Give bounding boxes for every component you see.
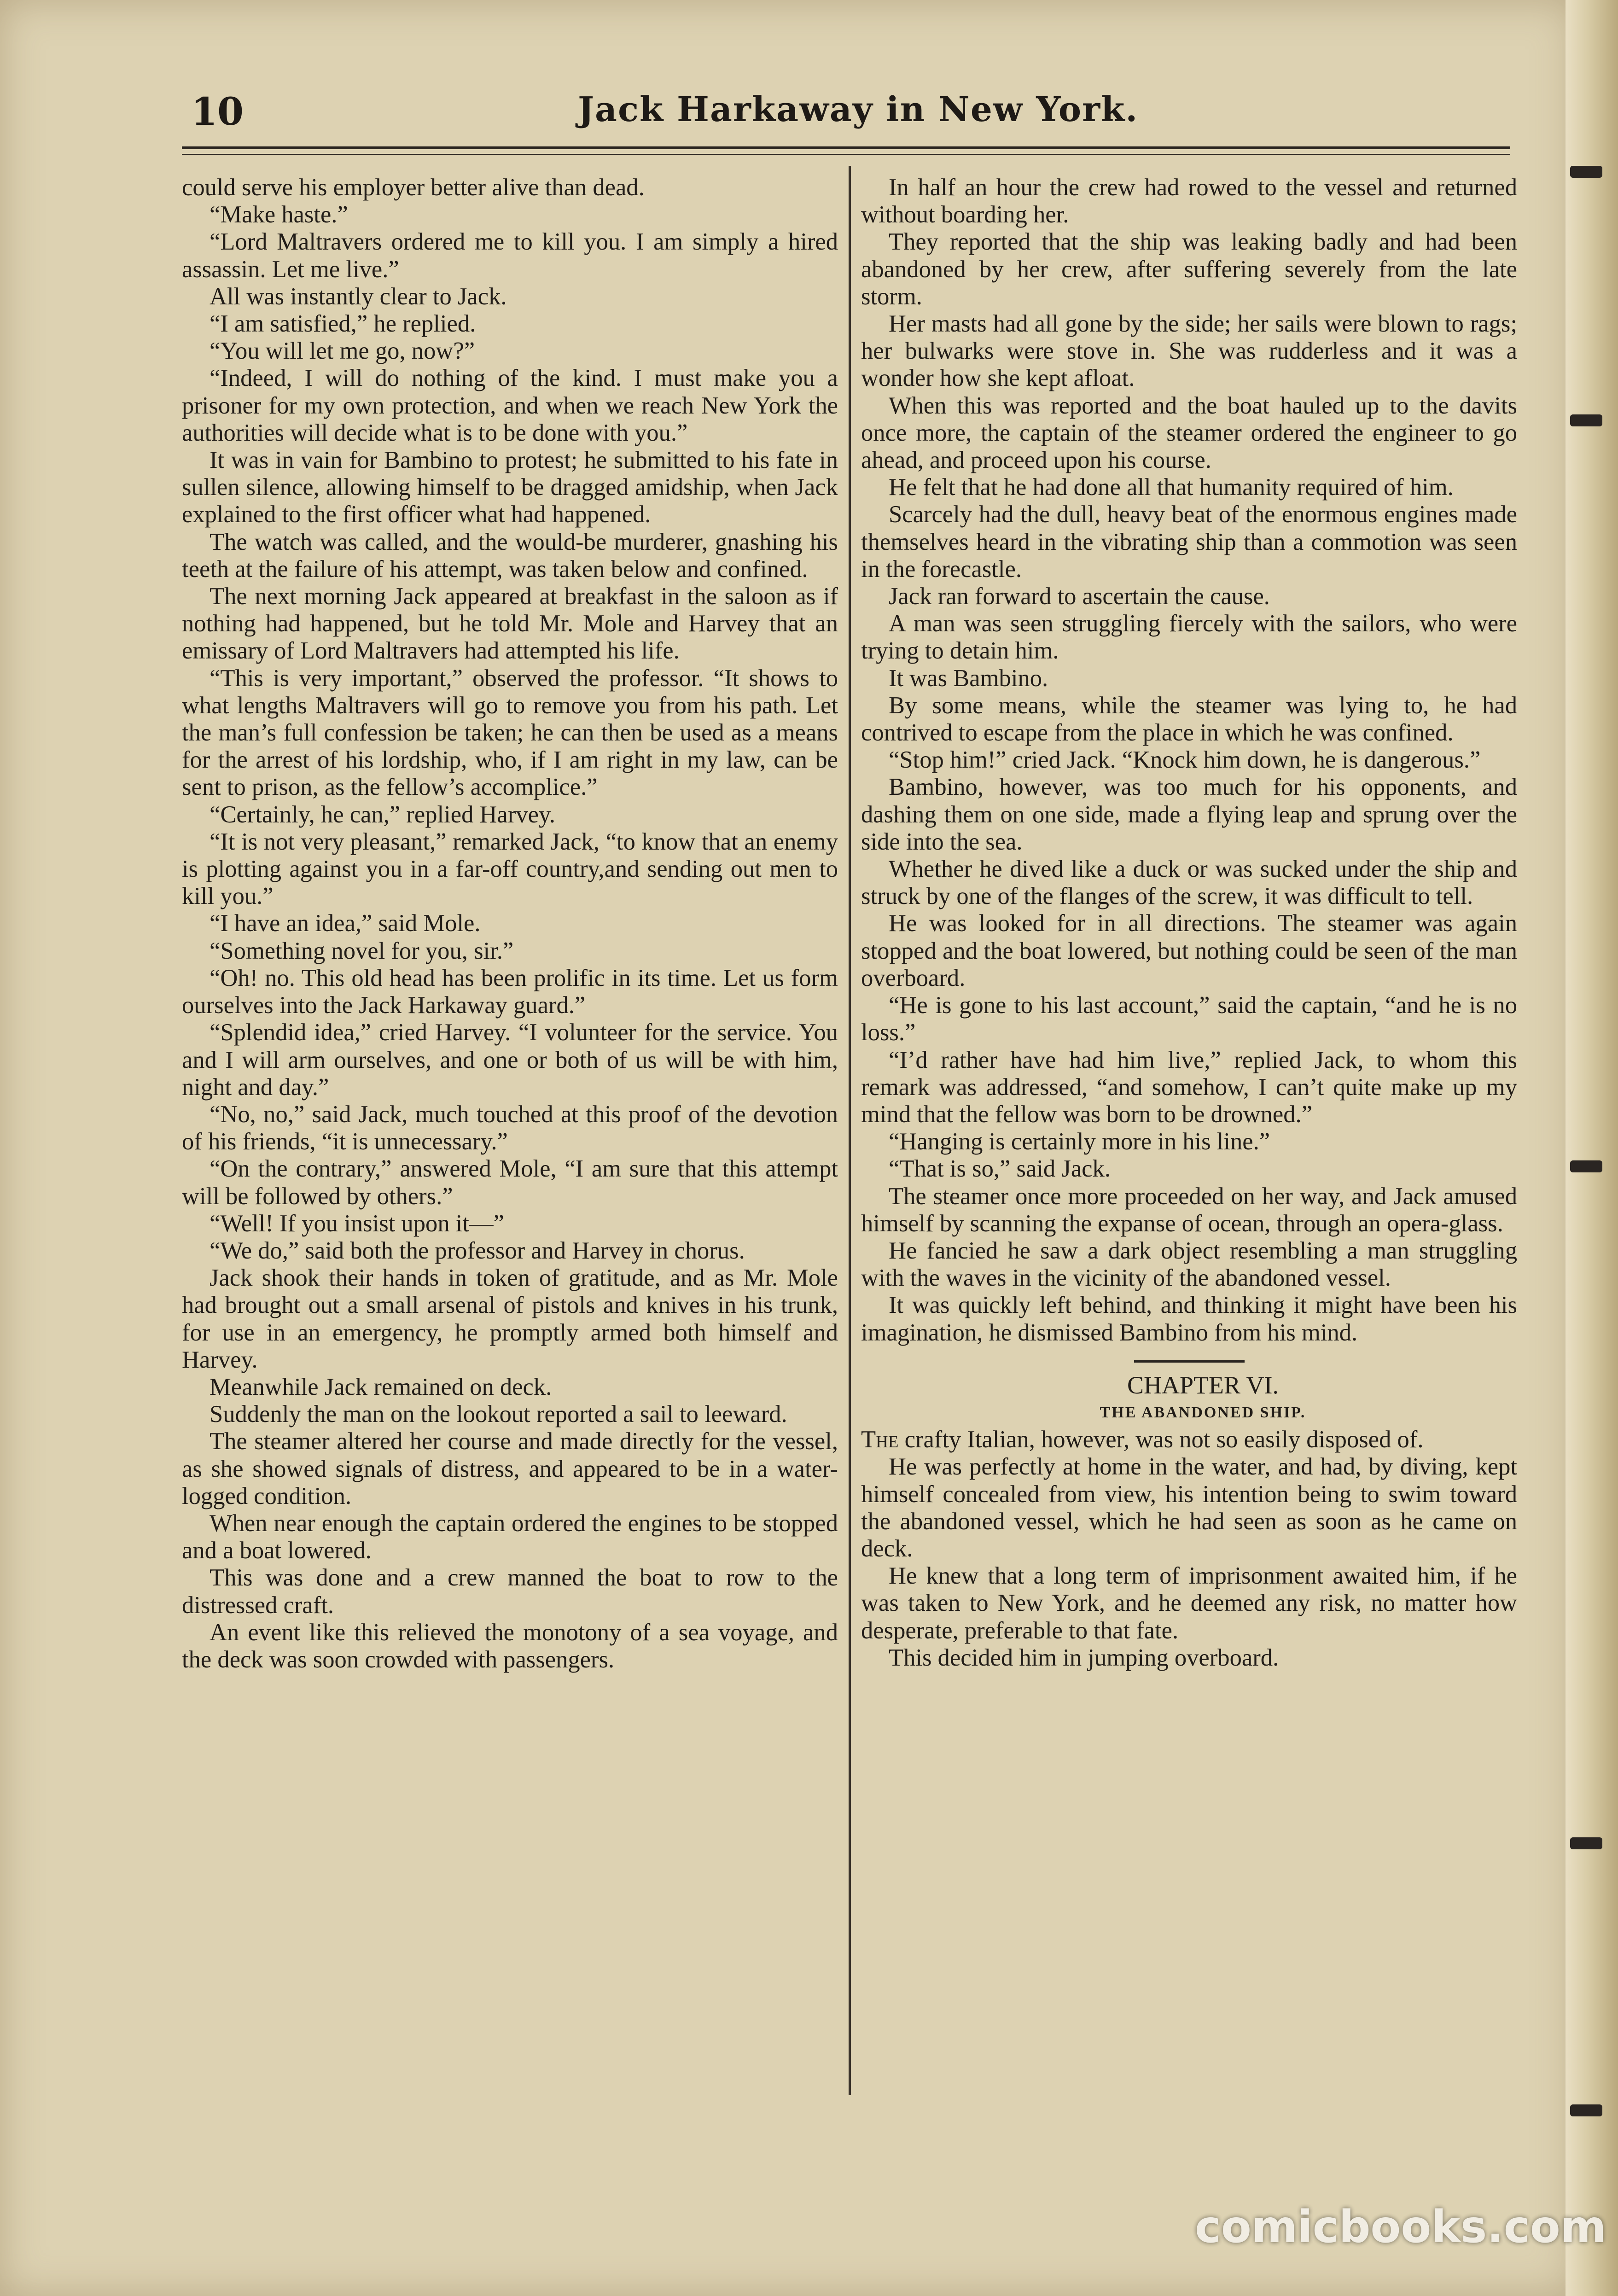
text-paragraph: Her masts had all gone by the side; her sails were blown to rags; her bulwarks were stove in. She was rudderless and it was a wonder how she kept afloat.	[861, 310, 1517, 392]
text-paragraph: He fancied he saw a dark object resembling a man struggling with the waves in the vicinity of the abandoned vessel.	[861, 1237, 1517, 1292]
staple	[1570, 166, 1602, 178]
text-paragraph: An event like this relieved the monotony of a sea voyage, and the deck was soon crowded with passengers.	[182, 1619, 838, 1673]
binding-spine	[1566, 0, 1618, 2296]
text-paragraph: Meanwhile Jack remained on deck.	[210, 1373, 552, 1400]
text-paragraph: He was looked for in all directions. The steamer was again stopped and the boat lowered, but nothing could be seen of the man overboard.	[861, 910, 1517, 991]
text-paragraph: Whether he dived like a duck or was sucked under the ship and struck by one of the flanges of the screw, it was difficult to tell.	[861, 856, 1517, 910]
text-paragraph: “We do,” said both the professor and Harvey in chorus.	[210, 1237, 745, 1264]
text-paragraph: He was perfectly at home in the water, and had, by diving, kept himself concealed from view, his intention being to swim toward the abandoned vessel, which he had seen as soon as he came on deck.	[861, 1453, 1517, 1562]
staple	[1570, 1160, 1602, 1172]
right-column-paragraphs	[861, 174, 1517, 1346]
chapter-opening-word: The	[861, 1426, 899, 1453]
text-paragraph: could serve his employer better alive than dead.	[182, 174, 645, 201]
text-paragraph: This decided him in jumping overboard.	[889, 1644, 1279, 1671]
text-paragraph: It was in vain for Bambino to protest; he submitted to his fate in sullen silence, allowing himself to be dragged amidship, when Jack explained to the first officer what had happened.	[182, 447, 838, 528]
text-paragraph: “Well! If you insist upon it—”	[210, 1210, 504, 1237]
text-paragraph: The watch was called, and the would-be murderer, gnashing his teeth at the failure of his attempt, was taken below and confined.	[182, 528, 838, 583]
chapter-title: CHAPTER VI.	[1127, 1371, 1279, 1399]
text-paragraph: “You will let me go, now?”	[210, 338, 475, 365]
text-paragraph: In half an hour the crew had rowed to the vessel and returned without boarding her.	[861, 174, 1517, 228]
text-paragraph: “Splendid idea,” cried Harvey. “I volunteer for the service. You and I will arm ourselves, and one or both of us will be with him, night and day.”	[182, 1019, 838, 1101]
staple	[1570, 2104, 1602, 2116]
text-paragraph: “Hanging is certainly more in his line.”	[889, 1128, 1270, 1155]
text-paragraph: They reported that the ship was leaking badly and had been abandoned by her crew, after suffering severely from the late storm.	[861, 228, 1517, 310]
text-paragraph: Bambino, however, was too much for his opponents, and dashing them on one side, made a flying leap and sprung over the side into the sea.	[861, 774, 1517, 855]
text-paragraph: “I am satisfied,” he replied.	[210, 310, 476, 338]
text-paragraph: “Lord Maltravers ordered me to kill you. I am simply a hired assassin. Let me live.”	[182, 228, 838, 283]
header-rule	[182, 146, 1510, 155]
text-paragraph: He felt that he had done all that humanity required of him.	[889, 474, 1454, 501]
text-paragraph: He knew that a long term of imprisonment awaited him, if he was taken to New York, and he deemed any risk, no matter how desperate, preferable to that fate.	[861, 1562, 1517, 1644]
text-paragraph: Scarcely had the dull, heavy beat of the enormous engines made themselves heard in the vibrating ship than a commotion was seen in the forecastle.	[861, 501, 1517, 583]
text-paragraph: “This is very important,” observed the professor. “It shows to what lengths Maltravers will go to remove you from his path. Let the man’s full confession be taken; he can then be used as a means for the arrest of his lordship, who, if I am right in my law, can be sent to prison, as the fellow’s accomplice.”	[182, 664, 838, 801]
text-paragraph: “Certainly, he can,” replied Harvey.	[210, 801, 556, 828]
text-paragraph: “It is not very pleasant,” remarked Jack, “to know that an enemy is plotting against you in a far-off country,and sending out men to kill you.”	[182, 828, 838, 910]
text-paragraph: “Make haste.”	[210, 201, 348, 228]
text-paragraph: When near enough the captain ordered the engines to be stopped and a boat lowered.	[182, 1509, 838, 1564]
text-paragraph: “I have an idea,” said Mole.	[210, 910, 481, 937]
page-header	[182, 90, 1510, 140]
text-paragraph: This was done and a crew manned the boat to row to the distressed craft.	[182, 1564, 838, 1619]
chapter-opening-text: crafty Italian, however, was not so easily disposed of.	[898, 1426, 1424, 1453]
text-paragraph: “No, no,” said Jack, much touched at this proof of the devotion of his friends, “it is unnecessary.”	[182, 1101, 838, 1155]
text-paragraph: “Indeed, I will do nothing of the kind. I must make you a prisoner for my own protection, and when we reach New York the authorities will decide what is to be done with you.”	[182, 365, 838, 446]
staple	[1570, 414, 1602, 426]
text-paragraph: It was quickly left behind, and thinking it might have been his imagination, he dismissed Bambino from his mind.	[861, 1292, 1517, 1346]
text-paragraph: “I’d rather have had him live,” replied Jack, to whom this remark was addressed, “and somehow, I can’t quite make up my mind that the fellow was born to be drowned.”	[861, 1046, 1517, 1128]
text-paragraph: A man was seen struggling fiercely with the sailors, who were trying to detain him.	[861, 610, 1517, 664]
site-watermark: comicbooks.com	[1195, 2201, 1606, 2253]
text-paragraph: Jack shook their hands in token of gratitude, and as Mr. Mole had brought out a small arsenal of pistols and knives in his trunk, for use in an emergency, he promptly armed both himself and Harvey.	[182, 1265, 838, 1373]
text-paragraph: By some means, while the steamer was lying to, he had contrived to escape from the place in which he was confined.	[861, 692, 1517, 746]
text-paragraph: The steamer once more proceeded on her way, and Jack amused himself by scanning the expanse of ocean, through an opera-glass.	[861, 1183, 1517, 1237]
text-paragraph: “That is so,” said Jack.	[889, 1155, 1111, 1183]
text-paragraph: “He is gone to his last account,” said the captain, “and he is no loss.”	[861, 992, 1517, 1046]
text-paragraph: “Stop him!” cried Jack. “Knock him down, he is dangerous.”	[889, 746, 1481, 774]
text-paragraph: “On the contrary,” answered Mole, “I am sure that this attempt will be followed by others.”	[182, 1155, 838, 1210]
text-paragraph: Jack ran forward to ascertain the cause.	[889, 583, 1270, 610]
text-paragraph: The steamer altered her course and made directly for the vessel, as she showed signals of distress, and appeared to be in a water-logged condition.	[182, 1428, 838, 1509]
right-column	[861, 174, 1517, 1672]
chapter-divider-rule	[1134, 1360, 1245, 1363]
chapter-paragraphs	[861, 1453, 1517, 1672]
text-paragraph: All was instantly clear to Jack.	[210, 283, 507, 310]
text-paragraph: “Something novel for you, sir.”	[210, 937, 514, 964]
staple	[1570, 1837, 1602, 1849]
text-paragraph: When this was reported and the boat hauled up to the davits once more, the captain of the steamer ordered the engineer to go ahead, and proceed upon his course.	[861, 392, 1517, 474]
text-paragraph: The next morning Jack appeared at breakfast in the saloon as if nothing had happened, but he told Mr. Mole and Harvey that an emissary of Lord Maltravers had attempted his life.	[182, 583, 838, 664]
column-divider	[849, 166, 851, 2095]
text-paragraph: Suddenly the man on the lookout reported a sail to leeward.	[210, 1401, 787, 1428]
page-number: 10	[191, 90, 244, 134]
text-paragraph: “Oh! no. This old head has been prolific in its time. Let us form ourselves into the Jack Harkaway guard.”	[182, 964, 838, 1019]
chapter-subtitle: THE ABANDONED SHIP.	[1100, 1404, 1306, 1421]
text-paragraph: It was Bambino.	[889, 664, 1048, 692]
left-column	[182, 174, 838, 1673]
running-title: Jack Harkaway in New York.	[578, 90, 1139, 129]
chapter-opening-paragraph	[861, 1426, 1517, 1453]
